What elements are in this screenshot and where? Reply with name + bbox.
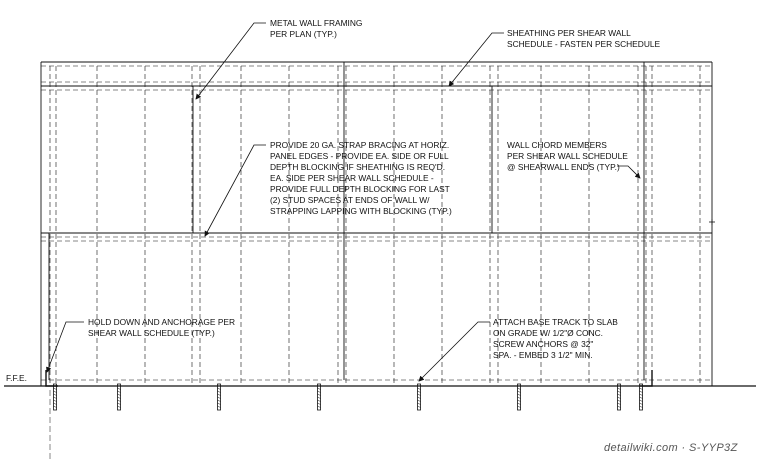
note-strap-bracing bbox=[270, 140, 452, 216]
wall-framing bbox=[41, 62, 712, 462]
ffe-label: F.F.E. bbox=[6, 373, 27, 383]
svg-text:HOLD DOWN AND ANCHORAGE PER bbox=[88, 317, 237, 338]
svg-text:WALL CHORD MEMBERS PER S bbox=[507, 140, 630, 172]
note-line: PANEL EDGES - PROVIDE EA. SIDE OR FULL bbox=[270, 151, 449, 161]
leader-metal-framing bbox=[196, 23, 266, 99]
note-line: METAL WALL FRAMING bbox=[270, 18, 363, 28]
hold-downs bbox=[46, 370, 652, 386]
note-line: DEPTH BLOCKING IF SHEATHING IS REQ'D. bbox=[270, 162, 446, 172]
note-sheathing bbox=[507, 28, 661, 49]
note-line: WALL CHORD MEMBERS bbox=[507, 140, 607, 150]
svg-text:PROVIDE 20 GA. STRAP BRACING A bbox=[270, 140, 452, 216]
note-line: SHEAR WALL SCHEDULE (TYP.) bbox=[88, 328, 215, 338]
grade bbox=[4, 373, 756, 386]
svg-text:SHEATHING PER SHEAR WALLSCHEDU bbox=[507, 28, 661, 49]
note-line: PROVIDE 20 GA. STRAP BRACING AT HORIZ. bbox=[270, 140, 450, 150]
note-hold-down bbox=[88, 317, 237, 338]
svg-text:ATTACH BASE TRACK TO SLAB bbox=[493, 317, 620, 360]
note-line: @ SHEARWALL ENDS (TYP.) bbox=[507, 162, 620, 172]
svg-text:METAL WALL FRAMINGPER PLAN (TY bbox=[270, 18, 362, 39]
anchor-bolts bbox=[54, 384, 643, 410]
note-line: PER SHEAR WALL SCHEDULE bbox=[507, 151, 628, 161]
watermark: detailwiki.com · S-YYP3Z bbox=[604, 442, 738, 454]
note-base-track bbox=[493, 317, 620, 360]
note-chord-members bbox=[507, 140, 630, 172]
note-line: (2) STUD SPACES AT ENDS OF WALL W/ bbox=[270, 195, 430, 205]
note-line: ON GRADE W/ 1/2"Ø CONC. bbox=[493, 328, 603, 338]
note-line: SCREW ANCHORS @ 32" bbox=[493, 339, 594, 349]
note-line: SHEATHING PER SHEAR WALL bbox=[507, 28, 631, 38]
note-metal-framing bbox=[270, 18, 362, 39]
leader-strap-bracing bbox=[205, 145, 266, 236]
note-line: EA. SIDE PER SHEAR WALL SCHEDULE - bbox=[270, 173, 434, 183]
note-line: ATTACH BASE TRACK TO SLAB bbox=[493, 317, 618, 327]
note-line: STRAPPING LAPPING WITH BLOCKING (TYP.) bbox=[270, 206, 452, 216]
note-line: PER PLAN (TYP.) bbox=[270, 29, 337, 39]
note-line: SPA. - EMBED 3 1/2" MIN. bbox=[493, 350, 593, 360]
leader-chord-members bbox=[617, 166, 640, 178]
leader-hold-down bbox=[47, 322, 84, 372]
note-line: SCHEDULE - FASTEN PER SCHEDULE bbox=[507, 39, 661, 49]
note-line: HOLD DOWN AND ANCHORAGE PER bbox=[88, 317, 236, 327]
leader-base-track bbox=[419, 322, 490, 381]
leader-sheathing bbox=[449, 33, 504, 86]
note-line: PROVIDE FULL DEPTH BLOCKING FOR LAST bbox=[270, 184, 450, 194]
